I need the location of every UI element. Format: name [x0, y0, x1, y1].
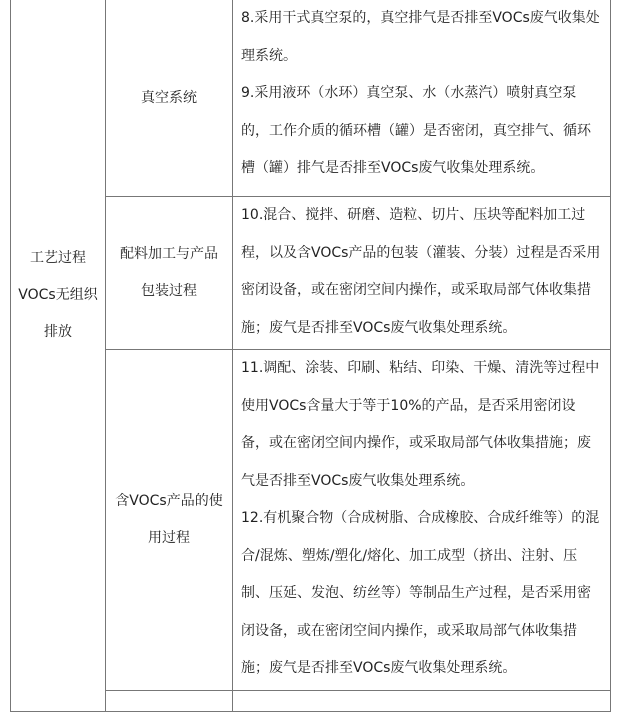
check-item: 11.调配、涂装、印刷、粘结、印染、干燥、清洗等过程中使用VOCs含量大于等于10%的产品，是否采用密闭设备，或在密闭空间内操作，或采取局部气体收集措施；废气是否排至VOCs废气收集处理系统。 — [241, 360, 600, 489]
check-item: 10.混合、搅拌、研磨、造粒、切片、压块等配料加工过程，以及含VOCs产品的包装（灌装、分装）过程是否采用密闭设备，或在密闭空间内操作，或采取局部气体收集措施；废气是否排至VOCs废气收集处理系统。 — [241, 207, 601, 336]
subcategory-label: 含VOCs产品的使 — [115, 493, 223, 509]
table-row — [11, 0, 611, 197]
check-items-cell — [233, 350, 611, 691]
category-label-line: 工艺过程 — [30, 250, 86, 266]
check-items-cell — [233, 691, 611, 712]
subcategory-cell — [106, 350, 233, 691]
category-cell — [11, 0, 106, 712]
check-item: 9.采用液环（水环）真空泵、水（水蒸汽）喷射真空泵的，工作介质的循环槽（罐）是否密闭，真空排气、循环槽（罐）排气是否排至VOCs废气收集处理系统。 — [241, 85, 591, 176]
subcategory-label: 配料加工与产品 — [120, 246, 218, 262]
subcategory-cell — [106, 691, 233, 712]
subcategory-label: 真空系统 — [141, 89, 197, 106]
subcategory-label: 包装过程 — [141, 283, 197, 299]
check-items-cell — [233, 197, 611, 350]
voc-inspection-table — [10, 0, 611, 712]
category-label-line: VOCs无组织 — [18, 287, 98, 303]
subcategory-cell — [106, 197, 233, 350]
subcategory-label: 用过程 — [148, 530, 190, 546]
check-items-cell — [233, 0, 611, 197]
check-item: 8.采用干式真空泵的，真空排气是否排至VOCs废气收集处理系统。 — [241, 10, 600, 64]
category-label-line: 排放 — [44, 324, 72, 340]
subcategory-cell — [106, 0, 233, 197]
check-item: 12.有机聚合物（合成树脂、合成橡胶、合成纤维等）的混合/混炼、塑炼/塑化/熔化、加工成型（挤出、注射、压制、压延、发泡、纺丝等）等制品生产过程，是否采用密闭设备，或在密闭空间内操作，或采取局部气体收集措施；废气是否排至VOCs废气收集处理系统。 — [241, 510, 600, 676]
